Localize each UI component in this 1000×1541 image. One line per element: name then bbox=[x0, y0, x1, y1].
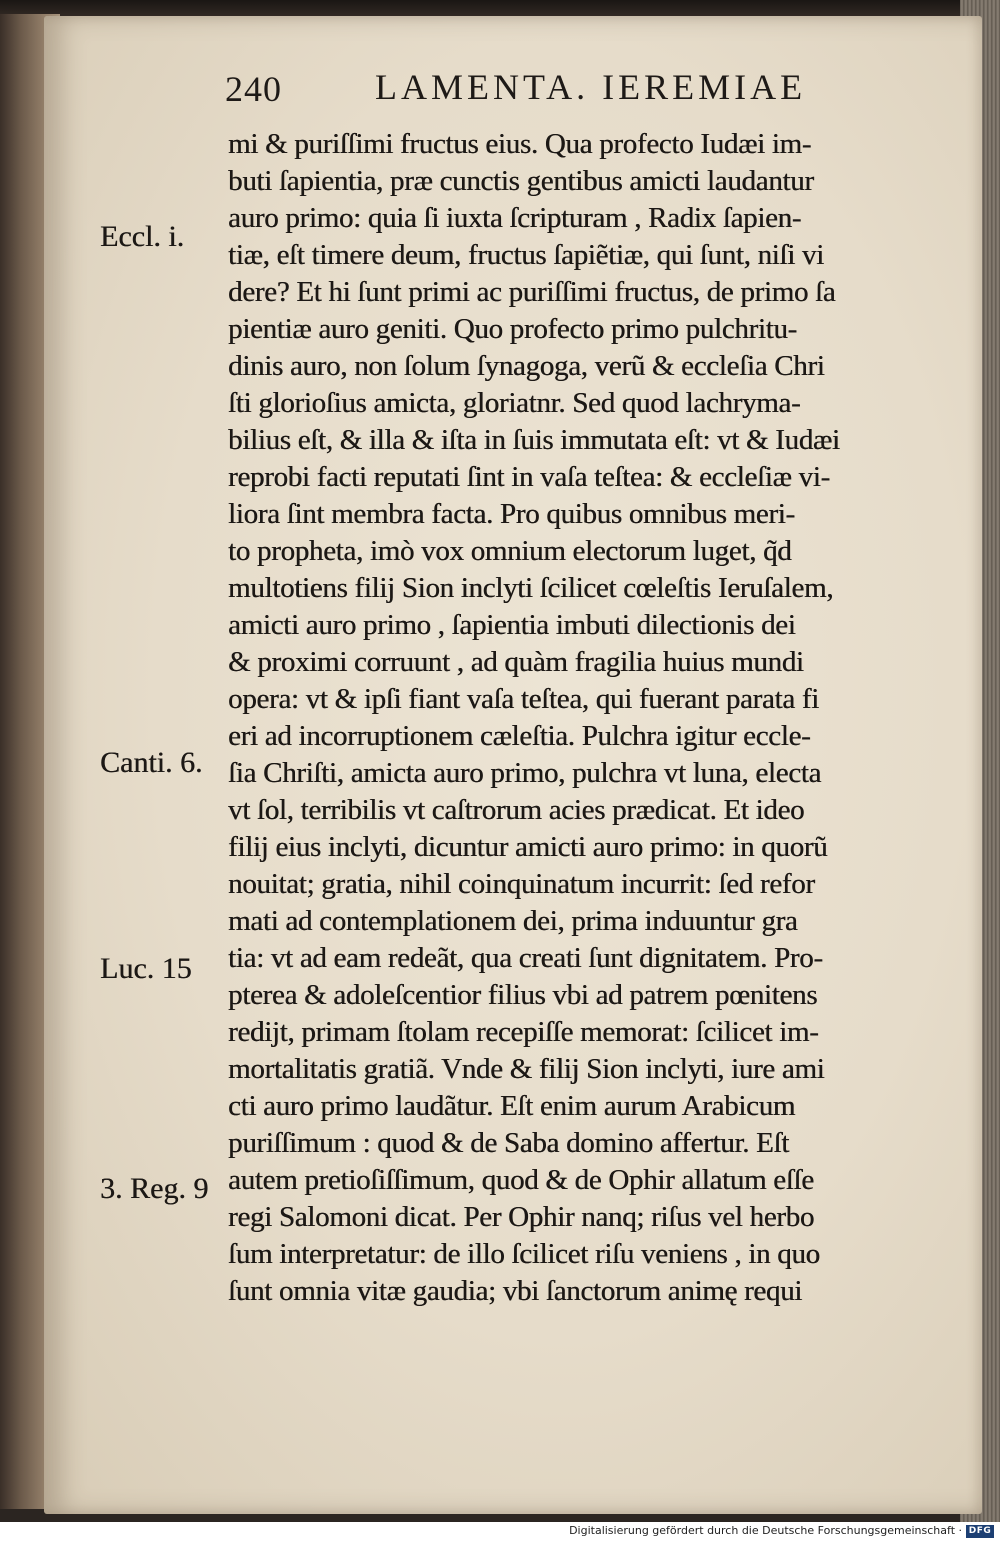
text-line: reprobi facti reputati ſint in vaſa teſtea: & eccleſiæ vi- bbox=[228, 461, 830, 493]
margin-note-canti: Canti. 6. bbox=[100, 746, 203, 779]
text-line: opera: vt & ipſi fiant vaſa teſtea, qui fuerant parata fi bbox=[228, 683, 819, 715]
text-line: puriſſimum : quod & de Saba domino affertur. Eſt bbox=[228, 1127, 789, 1159]
text-line: tia: vt ad eam redeãt, qua creati ſunt dignitatem. Pro- bbox=[228, 942, 823, 974]
running-head bbox=[225, 66, 875, 112]
text-line: liora ſint membra facta. Pro quibus omnibus meri- bbox=[228, 498, 795, 530]
text-line: cti auro primo laudãtur. Eſt enim aurum Arabicum bbox=[228, 1090, 796, 1122]
text-line: ſti glorioſius amicta, gloriatnr. Sed quod lachryma- bbox=[228, 387, 801, 419]
text-line: mi & puriſſimi fructus eius. Qua profecto Iudæi im- bbox=[228, 128, 812, 160]
text-line: & proximi corruunt , ad quàm fragilia huius mundi bbox=[228, 646, 804, 678]
text-line: filij eius inclyti, dicuntur amicti auro primo: in quorũ bbox=[228, 831, 828, 863]
text-line: dere? Et hi ſunt primi ac puriſſimi fructus, de primo ſa bbox=[228, 276, 836, 308]
text-line: auro primo: quia ſi iuxta ſcripturam , Radix ſapien- bbox=[228, 202, 802, 234]
text-line: to propheta, imò vox omnium electorum luget, q̃d bbox=[228, 535, 792, 567]
text-line: mortalitatis gratiã. Vnde & filij Sion inclyti, iure ami bbox=[228, 1053, 825, 1085]
dfg-logo-badge[interactable]: DFG bbox=[966, 1525, 994, 1538]
page-number: 240 bbox=[225, 69, 282, 109]
funding-credit: Digitalisierung gefördert durch die Deutsche Forschungsgemeinschaft · bbox=[569, 1524, 962, 1537]
margin-note-reg: 3. Reg. 9 bbox=[100, 1172, 209, 1205]
text-line: ſunt omnia vitæ gaudia; vbi ſanctorum animę requi bbox=[228, 1275, 803, 1307]
text-line: pterea & adoleſcentior filius vbi ad patrem pœnitens bbox=[228, 979, 818, 1011]
text-line: buti ſapientia, præ cunctis gentibus amicti laudantur bbox=[228, 165, 814, 197]
text-line: mati ad contemplationem dei, prima induuntur gra bbox=[228, 905, 798, 937]
text-line: pientiæ auro geniti. Quo profecto primo pulchritu- bbox=[228, 313, 797, 345]
text-line: eri ad incorruptionem cæleſtia. Pulchra igitur eccle- bbox=[228, 720, 811, 752]
body-text bbox=[228, 126, 948, 1310]
text-line: regi Salomoni dicat. Per Ophir nanq; riſus vel herbo bbox=[228, 1201, 815, 1233]
margin-note-eccl: Eccl. i. bbox=[100, 220, 185, 253]
running-head-title: LAMENTA. IEREMIAE bbox=[375, 67, 807, 107]
text-line: amicti auro primo , ſapientia imbuti dilectionis dei bbox=[228, 609, 796, 641]
margin-note-luc: Luc. 15 bbox=[100, 952, 192, 985]
text-line: tiæ, eſt timere deum, fructus ſapiẽtiæ, qui ſunt, niſi vi bbox=[228, 239, 824, 271]
text-line: autem pretioſiſſimum, quod & de Ophir allatum eſſe bbox=[228, 1164, 814, 1196]
text-line: dinis auro, non ſolum ſynagoga, verũ & eccleſia Chri bbox=[228, 350, 825, 382]
text-line: multotiens filij Sion inclyti ſcilicet cœleſtis Ieruſalem, bbox=[228, 572, 834, 604]
text-line: ſia Chriſti, amicta auro primo, pulchra vt luna, electa bbox=[228, 757, 822, 789]
text-line: vt ſol, terribilis vt caſtrorum acies prædicat. Et ideo bbox=[228, 794, 805, 826]
text-line: bilius eſt, & illa & iſta in ſuis immutata eſt: vt & Iudæi bbox=[228, 424, 840, 456]
text-line: ſum interpretatur: de illo ſcilicet riſu veniens , in quo bbox=[228, 1238, 820, 1270]
footer-bar bbox=[0, 1522, 1000, 1541]
text-line: redijt, primam ſtolam recepiſſe memorat: ſcilicet im- bbox=[228, 1016, 819, 1048]
text-line: nouitat; gratia, nihil coinquinatum incurrit: ſed refor bbox=[228, 868, 815, 900]
